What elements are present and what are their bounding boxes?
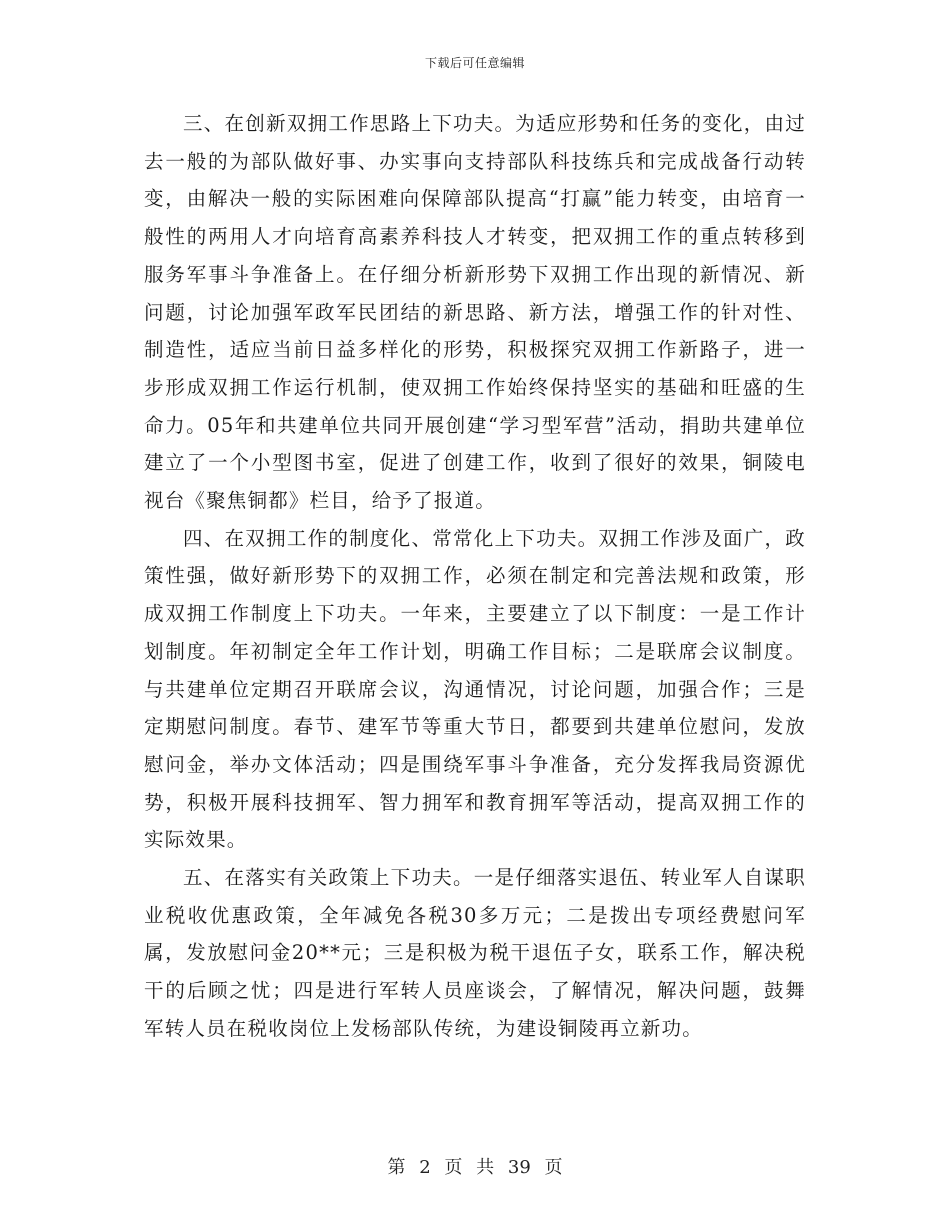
footer-total-pages: 39 bbox=[507, 1157, 531, 1178]
document-body bbox=[144, 105, 806, 1048]
page-header: 下载后可任意编辑 bbox=[424, 56, 525, 70]
page-footer bbox=[0, 1153, 950, 1179]
footer-page-word: 页 bbox=[444, 1157, 463, 1178]
footer-current-page: 2 bbox=[419, 1157, 431, 1178]
paragraph-four: 四、在双拥工作的制度化、常常化上下功夫。双拥工作涉及面广，政策性强，做好新形势下的双拥工作，必须在制定和完善法规和政策，形成双拥工作制度上下功夫。一年来，主要建立了以下制度：一是工作计划制度。年初制定全年工作计划，明确工作目标；二是联席会议制度。与共建单位定期召开联席会议，沟通情况，讨论问题，加强合作；三是定期慰问制度。春节、建军节等重大节日，都要到共建单位慰问，发放慰问金，举办文体活动；四是围绕军事斗争准备，充分发挥我局资源优势，积极开展科技拥军、智力拥军和教育拥军等活动，提高双拥工作的实际效果。 bbox=[144, 526, 806, 852]
footer-prefix: 第 bbox=[387, 1157, 406, 1178]
footer-suffix: 页 bbox=[544, 1157, 563, 1178]
paragraph-three: 三、在创新双拥工作思路上下功夫。为适应形势和任务的变化，由过去一般的为部队做好事、办实事向支持部队科技练兵和完成战备行动转变，由解决一般的实际困难向保障部队提高“打赢”能力转变，由培育一般性的两用人才向培育高素养科技人才转变，把双拥工作的重点转移到服务军事斗争准备上。在仔细分析新形势下双拥工作出现的新情况、新问题，讨论加强军政军民团结的新思路、新方法，增强工作的针对性、制造性，适应当前日益多样化的形势，积极探究双拥工作新路子，进一步形成双拥工作运行机制，使双拥工作始终保持坚实的基础和旺盛的生命力。05年和共建单位共同开展创建“学习型军营”活动，捐助共建单位建立了一个小型图书室，促进了创建工作，收到了很好的效果，铜陵电视台《聚焦铜都》栏目，给予了报道。 bbox=[144, 112, 806, 513]
paragraph-five: 五、在落实有关政策上下功夫。一是仔细落实退伍、转业军人自谋职业税收优惠政策，全年减免各税30多万元；二是拨出专项经费慰问军属，发放慰问金20**元；三是积极为税干退伍子女，联系工作，解决税干的后顾之忧；四是进行军转人员座谈会，了解情况，解决问题，鼓舞军转人员在税收岗位上发杨部队传统，为建设铜陵再立新功。 bbox=[144, 866, 806, 1040]
footer-total-word: 共 bbox=[476, 1157, 495, 1178]
